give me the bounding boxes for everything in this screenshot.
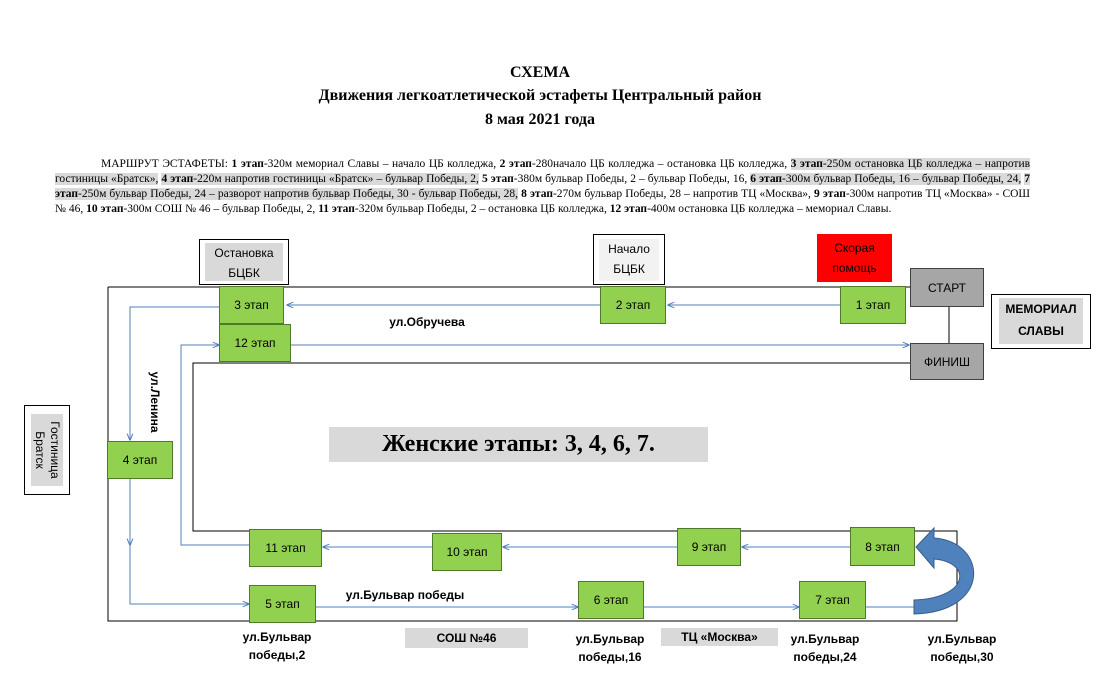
stage-1: 1 этап [840, 286, 906, 324]
stage-7: 7 этап [799, 581, 866, 619]
ambulance-line2: помощь [832, 261, 877, 275]
street-lenina: ул.Ленина [148, 371, 162, 433]
route-s1-label: 1 этап [231, 158, 264, 170]
hotel-label-rotated [32, 414, 62, 486]
schema-date: 8 мая 2021 года [485, 111, 595, 128]
b30-line1: ул.Бульвар [927, 632, 997, 646]
route-s4-label: 4 этап [161, 173, 194, 185]
stage-9: 9 этап [677, 528, 741, 566]
route-s3-text: -250м остановка ЦБ колледжа – напротив гостиницы «Братск», [55, 158, 1031, 185]
memorial-label [999, 298, 1083, 344]
street-obrucheva: ул.Обручева [389, 315, 465, 329]
arrow-11-12 [181, 345, 249, 545]
stage-3: 3 этап [219, 286, 284, 324]
arrow-4-5 [130, 545, 249, 604]
stop-bcbk-frame [199, 239, 289, 285]
arrow-3-4 [130, 307, 219, 440]
stage-11: 11 этап [249, 529, 322, 567]
route-s6-text: -300м бульвар Победы, 16 – бульвар Победы, 24, [782, 173, 1022, 185]
stage-5: 5 этап [249, 585, 316, 623]
mall-moskva-label: ТЦ «Москва» [661, 628, 778, 646]
school-46-label: СОШ №46 [405, 628, 528, 648]
route-s10-text: -300м СОШ № 46 – бульвар Победы, 2, [123, 203, 316, 215]
stage-10: 10 этап [432, 533, 502, 571]
b30-line2: победы,30 [930, 650, 994, 664]
begin-line1: Начало [608, 242, 650, 256]
route-s10-label: 10 этап [86, 203, 124, 215]
street-bulvar-24 [780, 630, 870, 666]
memorial-frame [991, 294, 1091, 349]
schema-subtitle: Движения легкоатлетической эстафеты Центральный район [318, 87, 762, 104]
route-s4-text: -220м напротив гостиницы «Братск» – бульвар Победы, 2, [193, 173, 479, 185]
memorial-line1: МЕМОРИАЛ [1005, 302, 1077, 316]
b2-line2: победы,2 [248, 648, 306, 662]
route-s9-text: -300м напротив ТЦ «Москва» - СОШ № 46, [55, 188, 1031, 215]
schema-title: СХЕМА [509, 64, 571, 81]
hotel-label [31, 414, 63, 486]
u-turn-arrow [914, 528, 974, 614]
route-s2-label: 2 этап [499, 158, 532, 170]
hotel-line1: Гостиница [48, 421, 62, 479]
route-label: МАРШРУТ ЭСТАФЕТЫ: [101, 158, 228, 170]
route-s5-label: 5 этап [481, 173, 514, 185]
stage-12: 12 этап [219, 324, 291, 362]
b2-line1: ул.Бульвар [242, 630, 312, 644]
hotel-line2: Братск [33, 431, 47, 469]
route-s8-text: -270м бульвар Победы, 28 – напротив ТЦ «Москва», [552, 188, 811, 200]
stage-4: 4 этап [107, 441, 173, 479]
stop-line2: БЦБК [228, 266, 260, 280]
route-s12-label: 12 этап [609, 203, 648, 215]
route-s7-label: 7 этап [55, 173, 1031, 200]
route-s11-label: 11 этап [318, 203, 355, 215]
begin-line2: БЦБК [613, 262, 645, 276]
route-s2-text: -280начало ЦБ колледжа – остановка ЦБ колледжа, [531, 158, 788, 170]
route-s9-label: 9 этап [814, 188, 846, 200]
begin-bcbk-label [599, 239, 659, 281]
begin-bcbk-frame [593, 234, 665, 285]
route-s1-text: -320м мемориал Славы – начало ЦБ колледжа, [263, 158, 497, 170]
stop-bcbk-label [205, 243, 283, 281]
stage-2: 2 этап [600, 286, 666, 324]
ambulance-line1: Скорая [834, 241, 875, 255]
ambulance-box [817, 234, 892, 282]
route-s5-text: -380м бульвар Победы, 2 – бульвар Победы, 16, [513, 173, 748, 185]
stage-8: 8 этап [850, 527, 915, 566]
street-bulvar-2 [232, 628, 322, 664]
route-s12-text: -400м остановка ЦБ колледжа – мемориал Славы. [647, 203, 892, 215]
street-bulvar: ул.Бульвар победы [345, 588, 465, 602]
stage-6: 6 этап [578, 581, 644, 619]
b16-line2: победы,16 [578, 650, 642, 664]
b16-line1: ул.Бульвар [575, 632, 645, 646]
route-s7-text: -250м бульвар Победы, 24 – разворот напротив бульвар Победы, 30 - бульвар Победы, 28, [77, 188, 519, 200]
route-s11-text: -320м бульвар Победы, 2 – остановка ЦБ колледжа, [354, 203, 607, 215]
route-s3-label: 3 этап [790, 158, 823, 170]
finish-box: ФИНИШ [910, 343, 984, 380]
route-s6-label: 6 этап [750, 173, 783, 185]
b24-line1: ул.Бульвар [790, 632, 860, 646]
hotel-frame [24, 405, 70, 495]
route-s8-label: 8 этап [521, 188, 553, 200]
women-stages-banner: Женские этапы: 3, 4, 6, 7. [329, 427, 708, 462]
street-bulvar-16 [565, 630, 655, 666]
start-box: СТАРТ [910, 268, 984, 307]
b24-line2: победы,24 [793, 650, 857, 664]
memorial-line2: СЛАВЫ [1018, 324, 1064, 338]
street-bulvar-30 [917, 630, 1007, 666]
stop-line1: Остановка [214, 246, 274, 260]
